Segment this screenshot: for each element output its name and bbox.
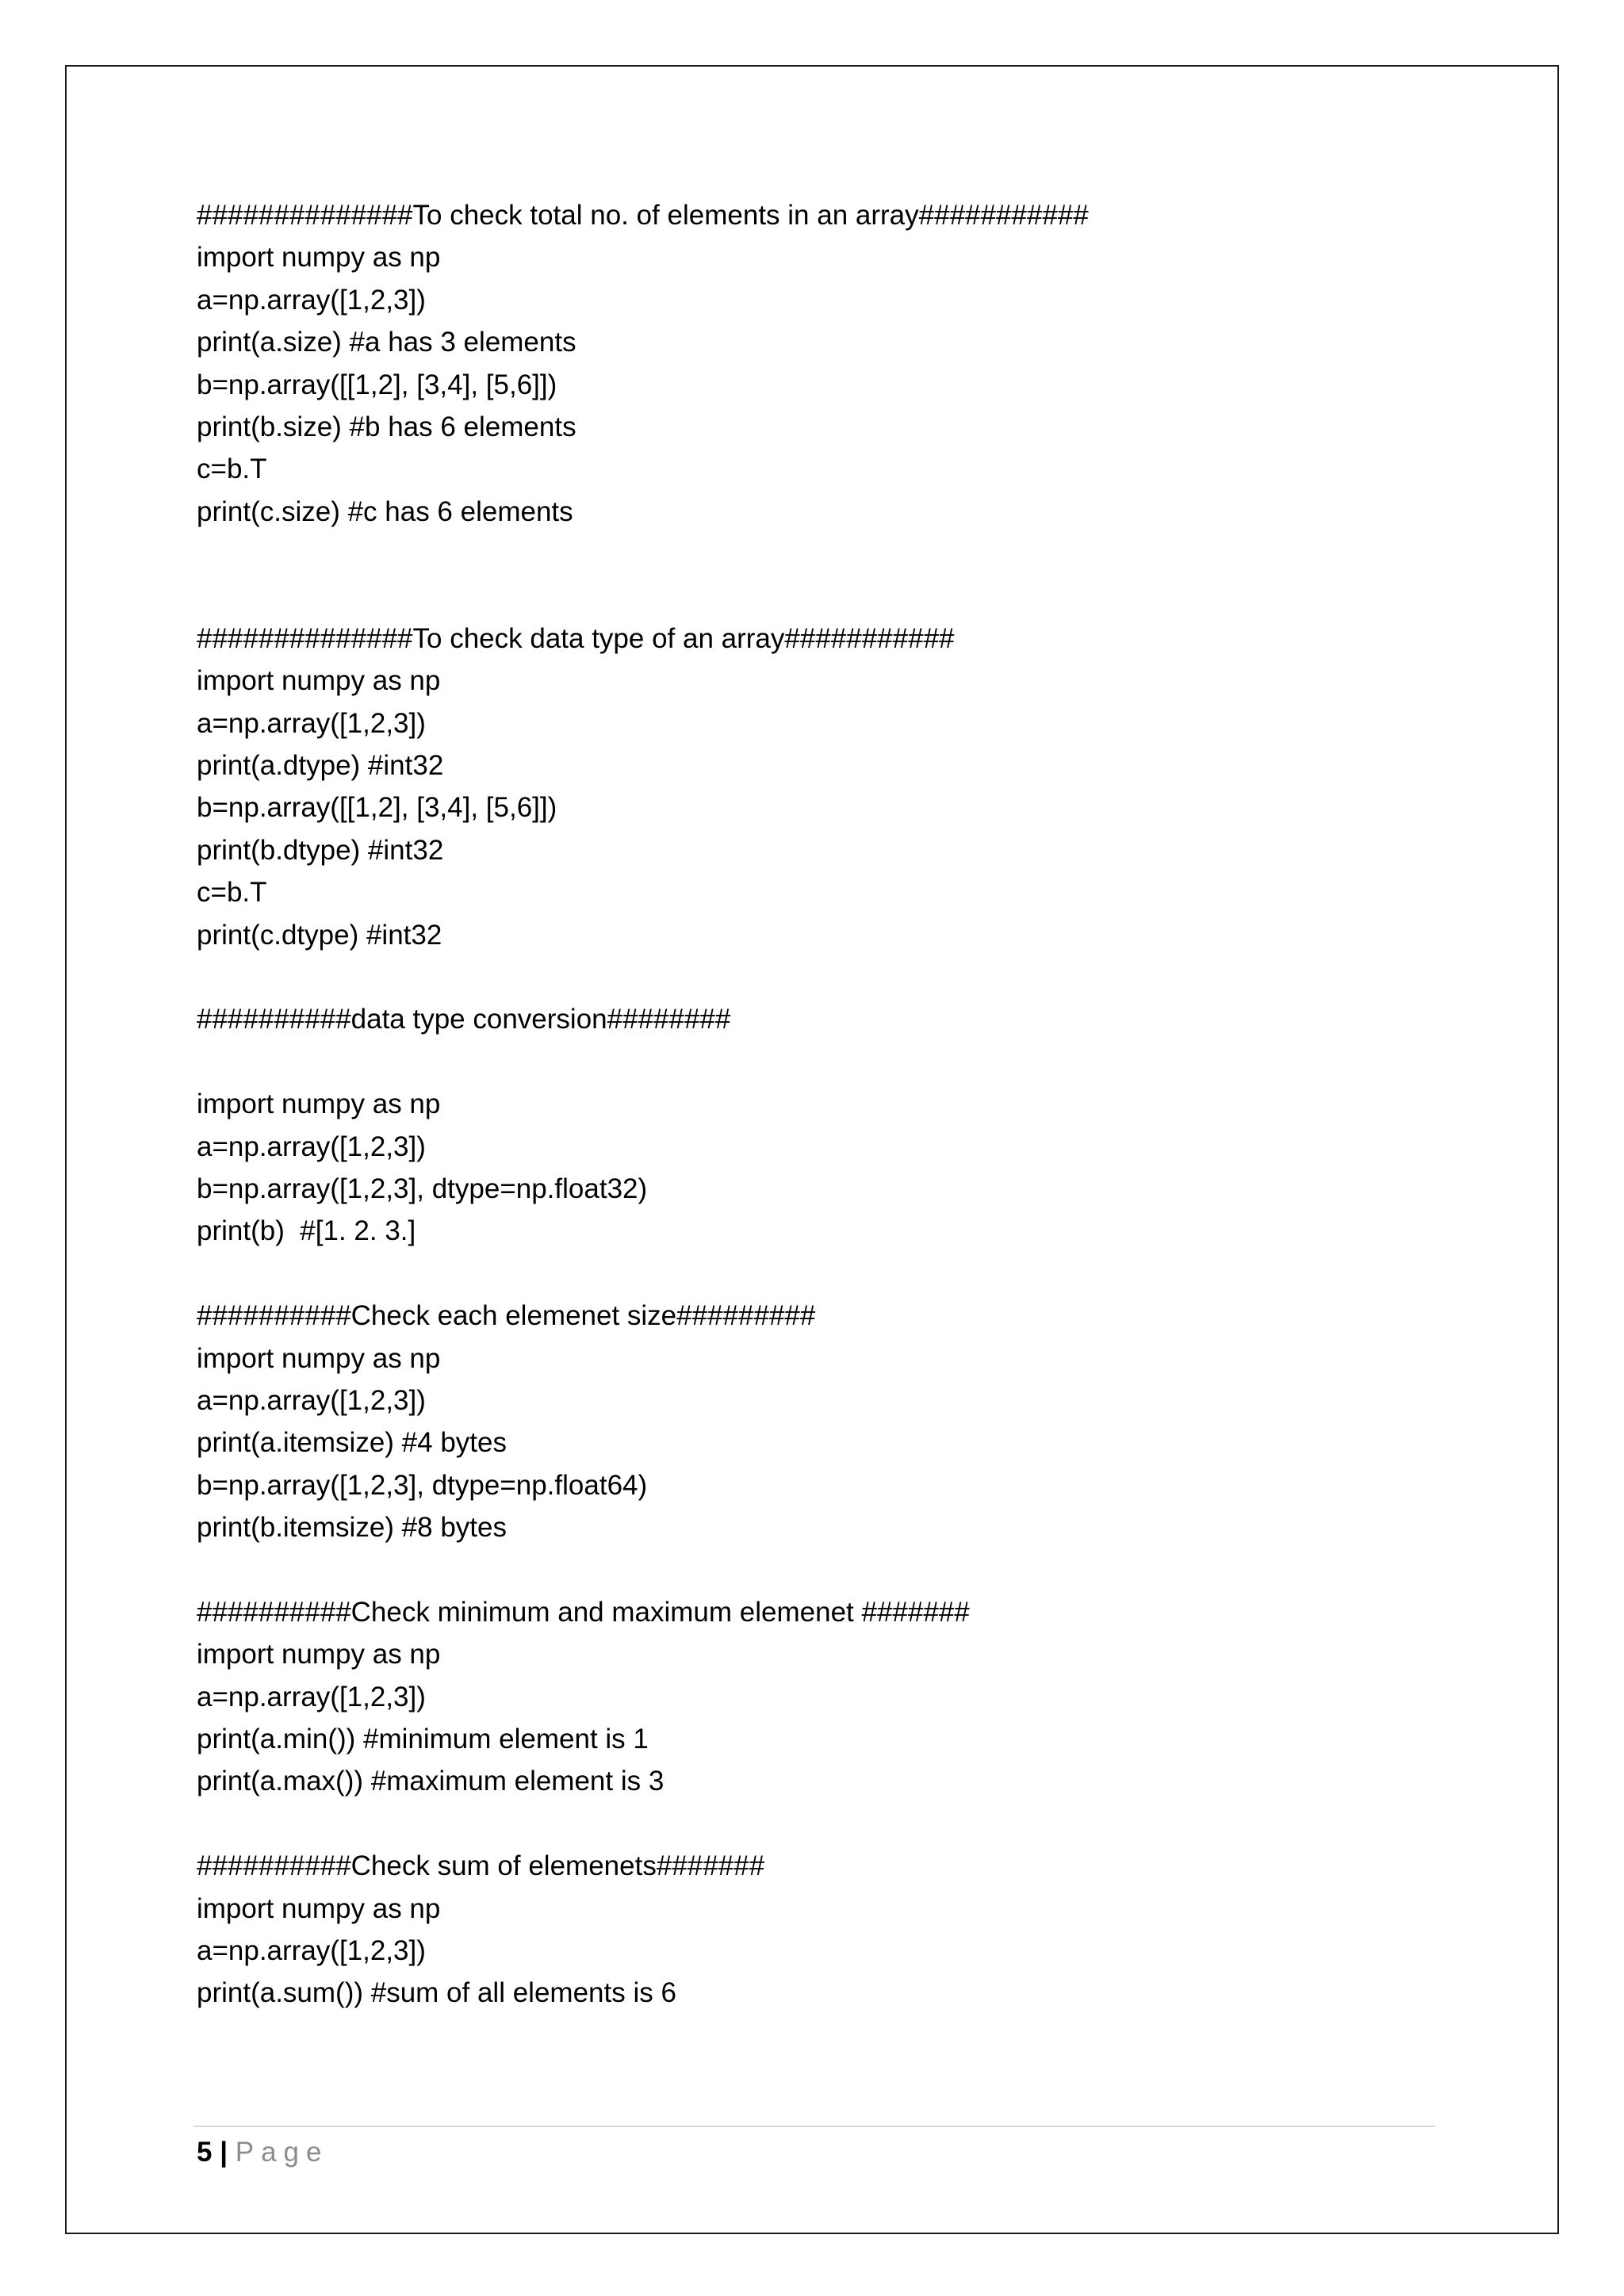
document-body (197, 194, 1434, 2015)
code-line: b=np.array([1,2,3], dtype=np.float64) (197, 1469, 648, 1501)
section-heading: ##############To check total no. of elements in an array########### (197, 200, 1089, 231)
code-line: a=np.array([1,2,3]) (197, 1681, 426, 1712)
blank-line (197, 533, 1434, 575)
section-heading: ##########Check each elemenet size######### (197, 1300, 816, 1332)
blank-line (197, 1041, 1434, 1083)
code-line: print(a.dtype) #int32 (197, 750, 444, 782)
code-line: a=np.array([1,2,3]) (197, 1384, 426, 1416)
section-type-conversion (197, 998, 1434, 1252)
section-total-elements (197, 194, 1434, 533)
section-sum (197, 1845, 1434, 2015)
code-line: print(a.max()) #maximum element is 3 (197, 1766, 665, 1797)
footer-separator: | (220, 2137, 228, 2168)
code-line: import numpy as np (197, 1892, 441, 1924)
page-label: Page (235, 2137, 329, 2168)
section-min-max (197, 1591, 1434, 1803)
footer-divider (193, 2126, 1435, 2127)
code-line: a=np.array([1,2,3]) (197, 1935, 426, 1967)
code-line: print(c.dtype) #int32 (197, 919, 442, 951)
code-line: b=np.array([[1,2], [3,4], [5,6]]) (197, 792, 557, 824)
section-element-size (197, 1295, 1434, 1548)
code-line: a=np.array([1,2,3]) (197, 284, 426, 316)
blank-line (197, 576, 1434, 618)
section-heading: ##########data type conversion######## (197, 1004, 731, 1035)
code-line: c=b.T (197, 877, 267, 909)
page-footer (197, 2133, 328, 2172)
code-line: print(a.sum()) #sum of all elements is 6 (197, 1977, 676, 2009)
blank-line (197, 956, 1434, 998)
section-data-type (197, 618, 1434, 956)
code-line: a=np.array([1,2,3]) (197, 1131, 426, 1162)
code-line: print(b) #[1. 2. 3.] (197, 1215, 416, 1247)
code-line: import numpy as np (197, 1639, 441, 1670)
code-line: print(b.dtype) #int32 (197, 834, 444, 866)
code-line: c=b.T (197, 453, 267, 485)
section-heading: ##########Check sum of elemenets####### (197, 1850, 765, 1882)
blank-line (197, 1803, 1434, 1845)
code-line: import numpy as np (197, 1089, 441, 1120)
page-number: 5 (197, 2137, 213, 2168)
code-line: a=np.array([1,2,3]) (197, 707, 426, 739)
blank-line (197, 1253, 1434, 1295)
code-line: import numpy as np (197, 665, 441, 697)
code-line: b=np.array([1,2,3], dtype=np.float32) (197, 1173, 648, 1204)
code-line: print(b.itemsize) #8 bytes (197, 1512, 507, 1544)
section-heading: ##############To check data type of an array########### (197, 622, 955, 654)
code-line: import numpy as np (197, 1342, 441, 1374)
code-line: print(a.size) #a has 3 elements (197, 327, 576, 358)
code-line: print(c.size) #c has 6 elements (197, 496, 573, 527)
code-line: b=np.array([[1,2], [3,4], [5,6]]) (197, 369, 557, 400)
section-heading: ##########Check minimum and maximum elemenet ####### (197, 1596, 970, 1628)
code-line: print(b.size) #b has 6 elements (197, 411, 576, 442)
code-line: print(a.itemsize) #4 bytes (197, 1427, 507, 1459)
code-line: import numpy as np (197, 242, 441, 274)
code-line: print(a.min()) #minimum element is 1 (197, 1724, 649, 1755)
blank-line (197, 1549, 1434, 1591)
